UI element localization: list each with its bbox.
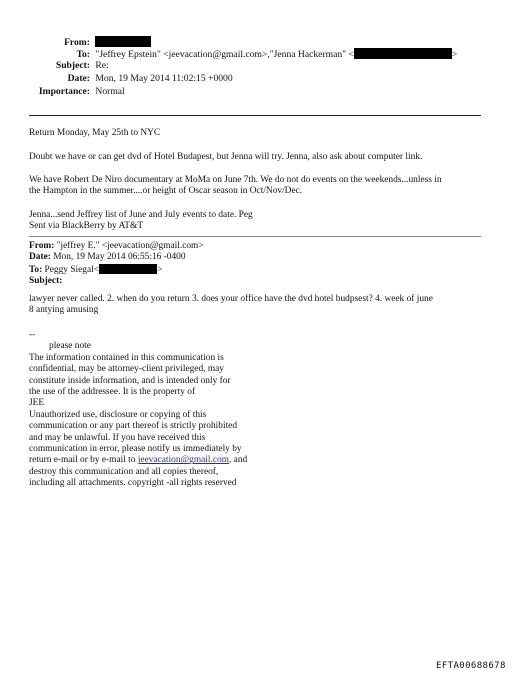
quoted-header (29, 241, 484, 288)
reply-body (29, 152, 484, 163)
disclaimer-line: communication in error, please notify us immediately by (29, 444, 242, 455)
disclaimer-text: return e-mail or by e-mail to (29, 455, 138, 466)
from-label: From: (64, 37, 90, 48)
quoted-message (29, 294, 484, 317)
quoted-from-value: "jeffrey E." <jeevacation@gmail.com> (56, 241, 204, 251)
body-line: the Hampton in the summer....or height of Oscar season in Oct/Nov/Dec. (29, 186, 303, 197)
disclaimer-dashes: -- (29, 330, 36, 340)
disclaimer-line: including all attachments. copyright -all rights reserved (29, 478, 237, 489)
disclaimer (29, 330, 484, 490)
disclaimer-line: and may be unlawful. If you have received this (29, 432, 206, 443)
body-line: We have Robert De Niro documentary at MoMa on June 7th. We do not do events on the weekends...unless in (29, 175, 442, 185)
signature-line: Sent via BlackBerry by AT&T (29, 221, 144, 232)
redaction-box (99, 264, 157, 274)
date-label: Date: (67, 73, 90, 84)
quoted-line: 8 antying amusing (29, 305, 99, 316)
disclaimer-text: , and (228, 455, 248, 466)
disclaimer-line: constitute inside information, and is intended only for (29, 375, 231, 386)
quoted-from-label: From: (29, 241, 55, 251)
disclaimer-line (29, 455, 484, 466)
reply-body (29, 210, 484, 233)
quoted-to-row (29, 264, 484, 276)
disclaimer-line: confidential, may be attorney-client privileged, may (29, 364, 224, 375)
body-line: Doubt we have or can get dvd of Hotel Budapest, but Jenna will try. Jenna, also ask about computer link. (29, 152, 423, 162)
quoted-date-value: Mon, 19 May 2014 06:55:16 -0400 (53, 252, 186, 263)
redaction-box (95, 36, 151, 47)
quoted-subject-label: Subject: (29, 276, 63, 287)
to-value: "Jeffrey Epstein" <jeevacation@gmail.com>,"Jenna Hackerman" < (95, 49, 354, 60)
importance-value: Normal (95, 86, 125, 97)
disclaimer-line: The information contained in this communication is (29, 352, 224, 363)
body-line: Return Monday, May 25th to NYC (29, 128, 161, 138)
quoted-date-label: Date: (29, 252, 51, 263)
disclaimer-line: Unauthorized use, disclosure or copying of this (29, 409, 207, 420)
document-id: EFTA00688678 (436, 661, 506, 671)
disclaimer-line: JEE (29, 398, 45, 409)
to-label: To: (76, 49, 90, 60)
quoted-line: lawyer never called. 2. when do you return 3. does your office have the dvd hotel budpsest? 4. week of june (29, 294, 433, 304)
body-line: Jenna...send Jeffrey list of June and July events to date. Peg (29, 210, 253, 220)
quoted-date-row (29, 252, 484, 263)
disclaimer-line: communication or any part thereof is strictly prohibited (29, 421, 238, 432)
header-date-row (28, 73, 233, 85)
disclaimer-line: destroy this communication and all copies thereof, (29, 466, 219, 477)
quoted-to-label: To: (29, 264, 43, 275)
quoted-subject-row (29, 276, 484, 287)
quoted-to-value: Peggy Siegal< (44, 264, 100, 275)
quoted-to-close: > (157, 264, 163, 275)
header-divider (29, 115, 481, 116)
subject-label: Subject: (55, 60, 90, 71)
disclaimer-line: the use of the addressee. It is the property of (29, 387, 196, 398)
quoted-from-row (29, 241, 484, 252)
reply-body (29, 128, 484, 139)
quoted-divider (29, 236, 481, 237)
email-link[interactable]: jeevacation@gmail.com (137, 455, 229, 466)
reply-body (29, 175, 484, 198)
importance-label: Importance: (38, 86, 90, 97)
to-close: > (451, 49, 458, 60)
subject-value: Re: (95, 60, 109, 71)
date-value: Mon, 19 May 2014 11:02:15 +0000 (95, 73, 233, 84)
disclaimer-note: please note (49, 341, 91, 352)
header-importance-row (28, 86, 125, 98)
redaction-box (354, 48, 452, 59)
header-subject-row (28, 60, 109, 72)
